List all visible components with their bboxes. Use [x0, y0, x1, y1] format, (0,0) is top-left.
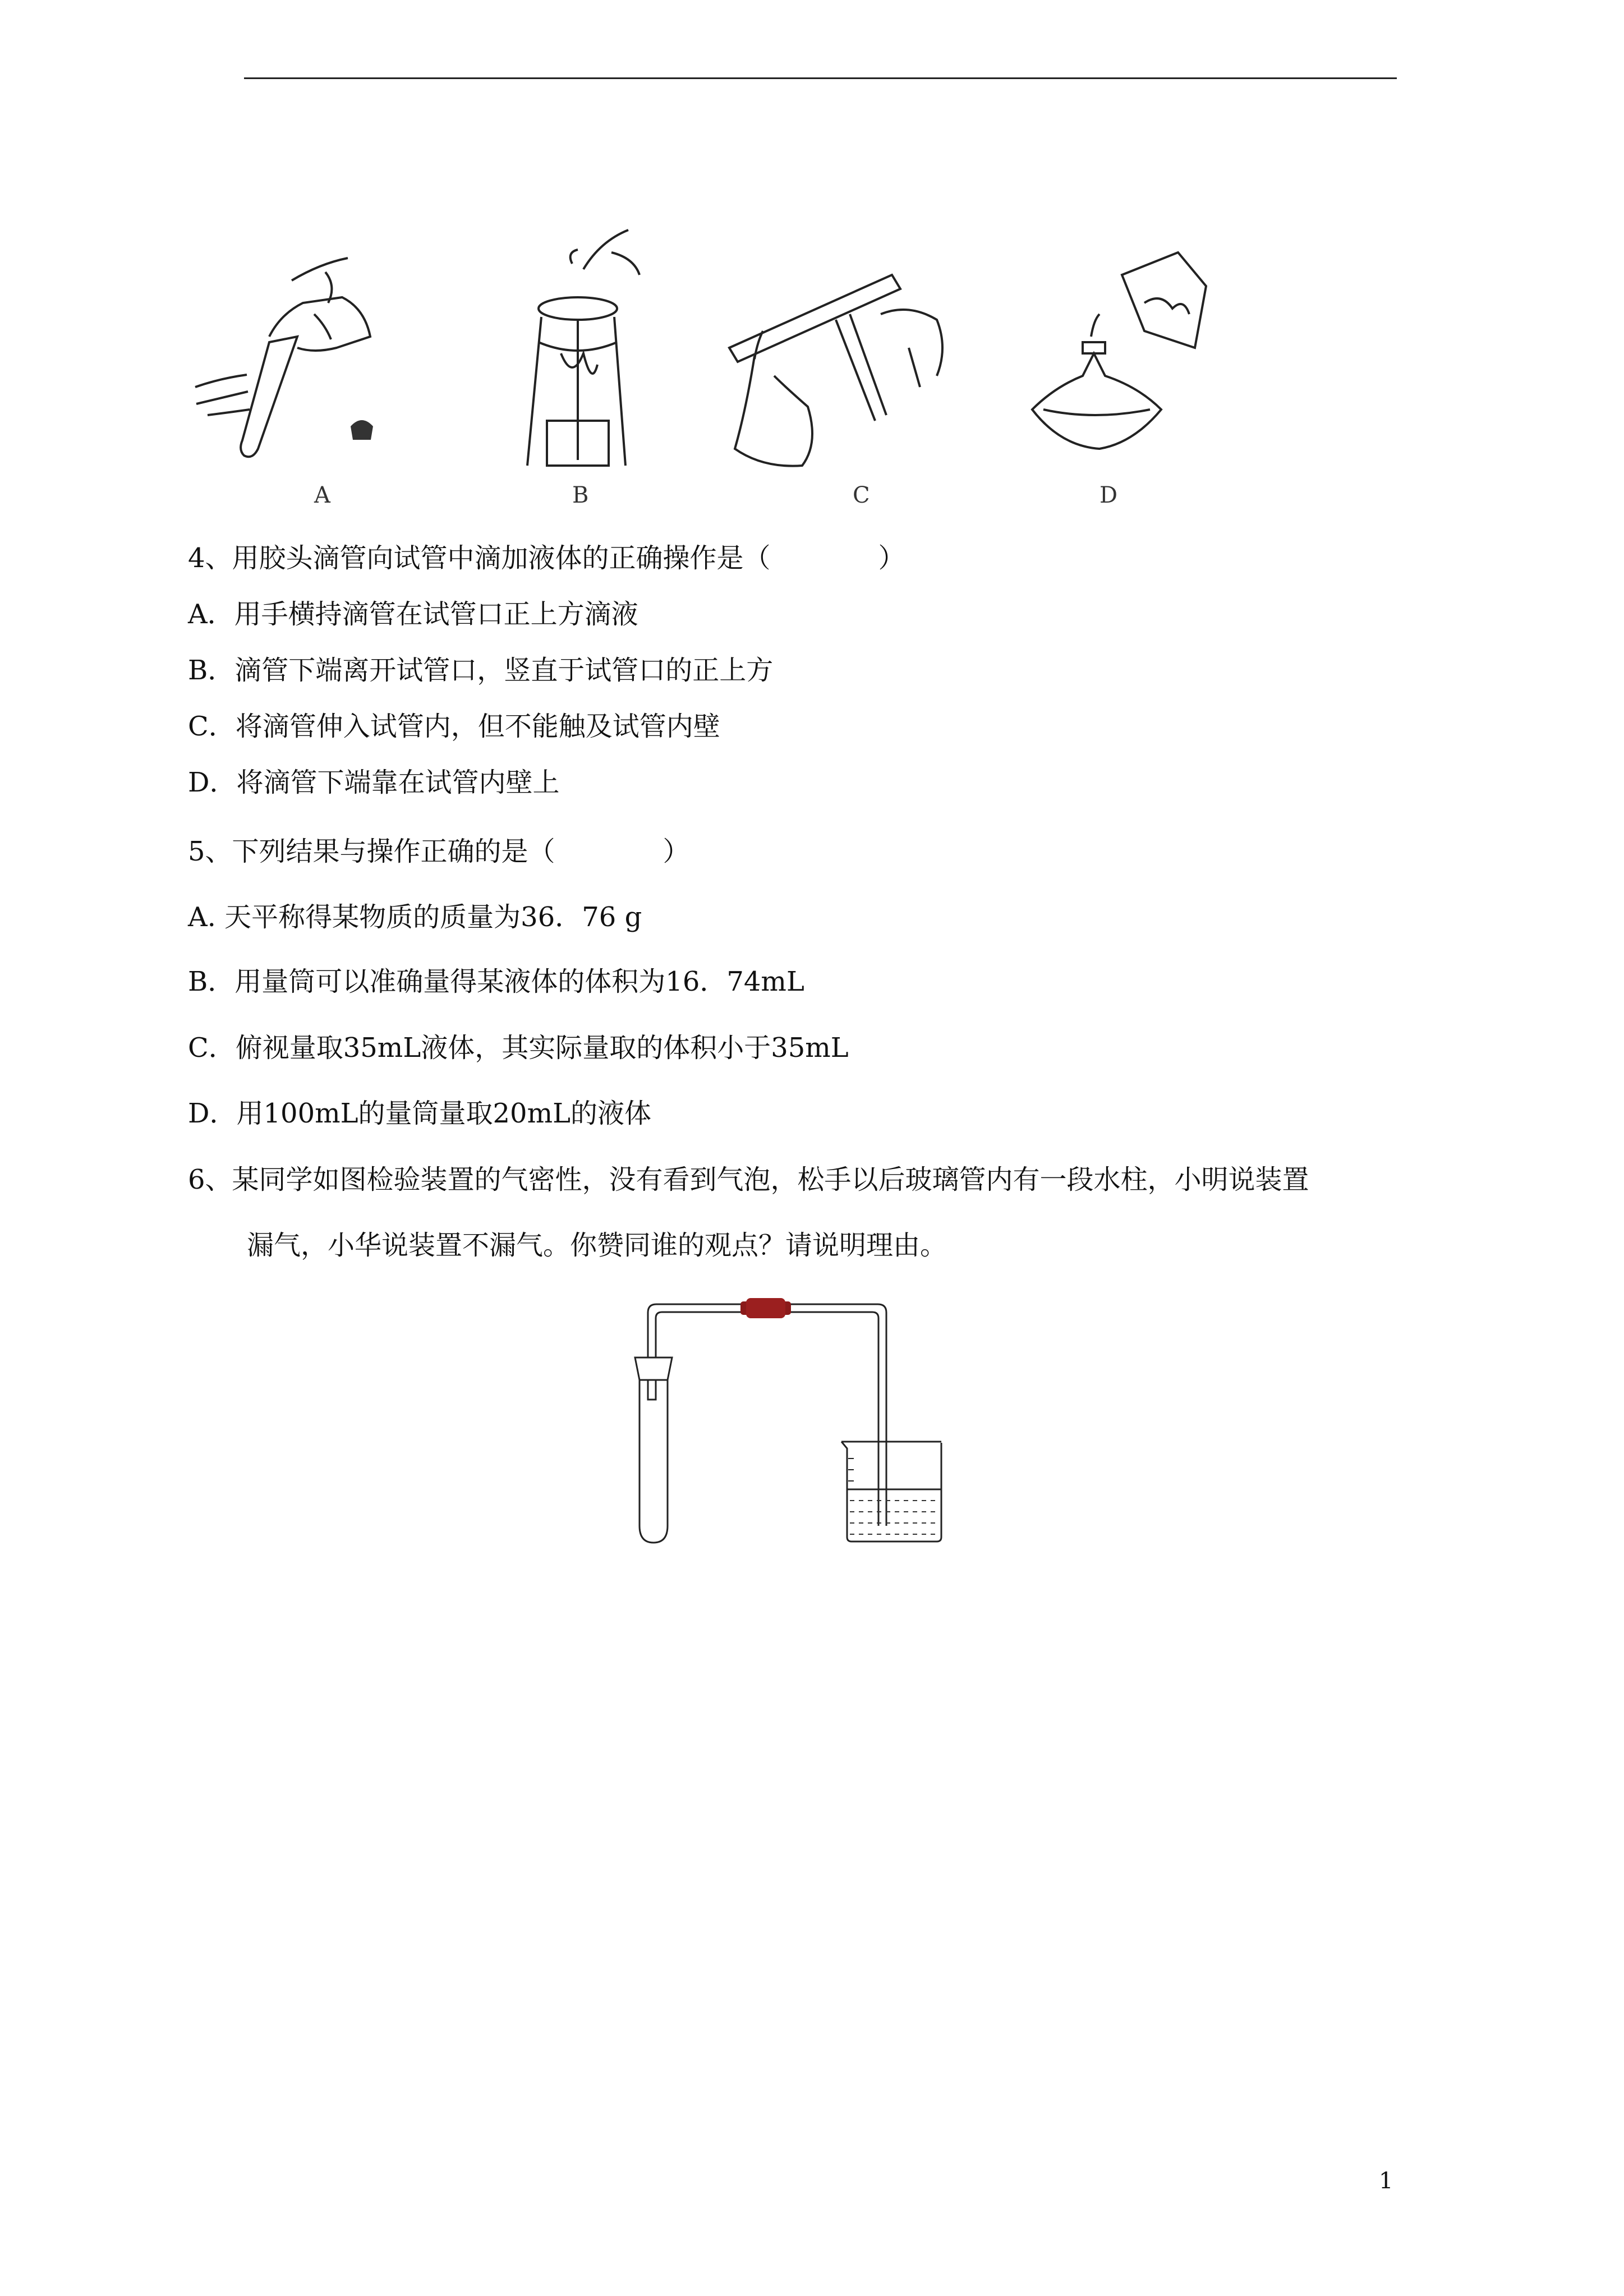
figure-c-heating-test-tube	[724, 219, 965, 510]
operation-figures	[185, 219, 1251, 510]
figure-d-lighting-lamp	[1021, 219, 1223, 510]
header-rule	[244, 77, 1397, 79]
figure-label-b: B	[572, 482, 589, 508]
question-4-option-b: B．滴管下端离开试管口，竖直于试管口的正上方	[188, 655, 774, 686]
question-5-option-d: D．用100mL的量筒量取20mL的液体	[188, 1098, 651, 1129]
question-6-continuation: 漏气，小华说装置不漏气。你赞同谁的观点？请说明理由。	[247, 1230, 947, 1261]
question-4-option-c: C．将滴管伸入试管内，但不能触及试管内壁	[188, 711, 720, 742]
figure-b-tripod-heating	[499, 219, 679, 510]
airtightness-apparatus-diagram	[628, 1290, 954, 1548]
question-6-stem: 6、某同学如图检验装置的气密性，没有看到气泡，松手以后玻璃管内有一段水柱，小明说装置	[188, 1164, 1309, 1195]
question-4-option-d: D．将滴管下端靠在试管内壁上	[188, 767, 560, 798]
question-5-stem: 5、下列结果与操作正确的是（ ）	[188, 836, 690, 867]
question-5-option-c: C．俯视量取35mL液体，其实际量取的体积小于35mL	[188, 1032, 849, 1064]
question-5-option-b: B．用量筒可以准确量得某液体的体积为16．74mL	[188, 966, 804, 997]
figure-label-c: C	[853, 482, 870, 508]
figure-label-d: D	[1099, 482, 1118, 508]
question-4-option-a: A．用手横持滴管在试管口正上方滴液	[188, 599, 638, 630]
question-5-option-a: A. 天平称得某物质的质量为36．76 g	[188, 901, 642, 933]
page-number: 1	[1379, 2168, 1393, 2194]
figure-a-pouring-liquid	[185, 219, 387, 510]
figure-label-a: A	[314, 482, 330, 508]
question-4-stem: 4、用胶头滴管向试管中滴加液体的正确操作是（ ）	[188, 542, 905, 574]
